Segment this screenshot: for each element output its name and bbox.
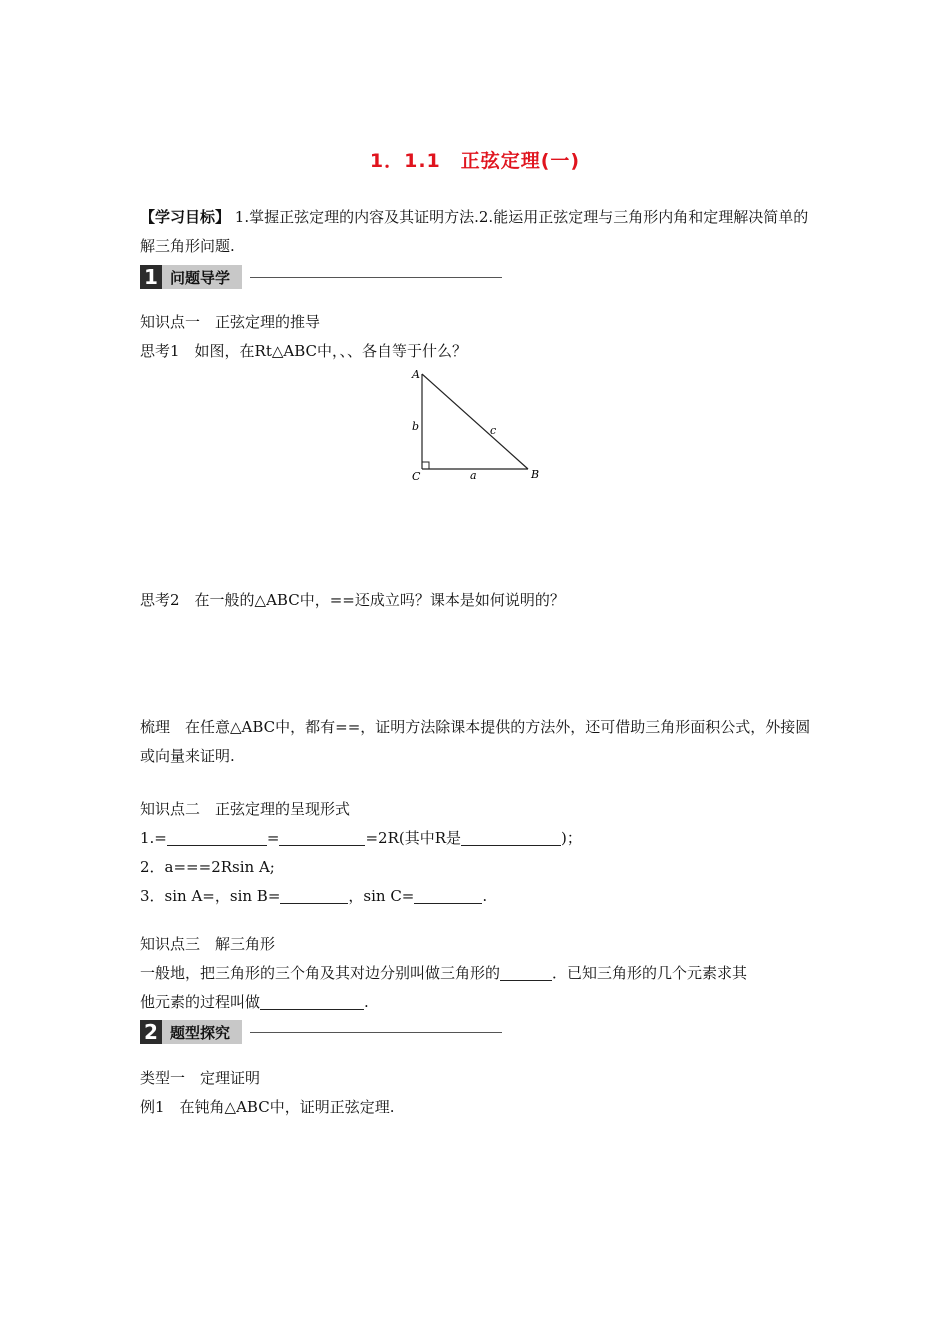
objectives-label: 【学习目标】: [140, 208, 231, 226]
form-1-eq: =: [266, 829, 280, 847]
section-number: 2: [140, 1020, 162, 1044]
form-1-end: )；: [561, 829, 582, 847]
knowledge-point-1-heading: 知识点一 正弦定理的推导: [140, 313, 321, 331]
blank-6[interactable]: [500, 964, 552, 981]
form-3-end: .: [482, 887, 488, 905]
form-3-start: 3．sin A=，sin B=: [140, 887, 281, 905]
solve-triangle-line-2: [140, 988, 812, 1017]
side-b-label: b: [412, 420, 420, 433]
knowledge-point-2-heading: 知识点二 正弦定理的呈现形式: [140, 800, 351, 818]
side-c-label: c: [490, 424, 497, 437]
form-1-r: =2R(其中R是: [365, 829, 462, 847]
blank-3[interactable]: [461, 829, 561, 846]
section-rule: [250, 1032, 502, 1033]
page-title: 1．1.1 正弦定理(一): [369, 150, 581, 172]
section-number: 1: [140, 265, 162, 289]
objectives-text: 1.掌握正弦定理的内容及其证明方法.2.能运用正弦定理与三角形内角和定理解决简单的解三角形问题.: [140, 208, 809, 255]
knowledge-point-3-heading: 知识点三 解三角形: [140, 935, 276, 953]
section-header-2: [140, 1020, 502, 1044]
solve-triangle-line-1: [140, 959, 812, 988]
blank-4[interactable]: [280, 887, 348, 904]
vertex-c-label: C: [412, 470, 421, 483]
blank-5[interactable]: [414, 887, 482, 904]
right-triangle-figure: [400, 362, 550, 487]
kp3-line1-start: 一般地，把三角形的三个角及其对边分别叫做三角形的: [140, 964, 501, 982]
section-rule: [250, 277, 502, 278]
sine-law-form-2: 2．a===2Rsin A;: [140, 858, 275, 876]
example-1: 例1 在钝角△ABC中，证明正弦定理.: [140, 1098, 395, 1116]
section-label: 题型探究: [162, 1020, 242, 1044]
blank-2[interactable]: [279, 829, 365, 846]
think-question-1: 思考1 如图，在Rt△ABC中，、、各自等于什么？: [140, 342, 468, 360]
learning-objectives: [140, 203, 815, 261]
side-a-label: a: [470, 469, 477, 482]
type-1-heading: 类型一 定理证明: [140, 1069, 261, 1087]
summary-paragraph: 梳理 在任意△ABC中，都有==，证明方法除课本提供的方法外，还可借助三角形面积公式，外接圆或向量来证明.: [140, 718, 811, 765]
think-question-2: 思考2 在一般的△ABC中，==还成立吗？课本是如何说明的？: [140, 591, 565, 609]
kp3-line2-start: 他元素的过程叫做: [140, 993, 261, 1011]
sine-law-form-3: [140, 882, 812, 911]
kp3-line2-end: .: [364, 993, 369, 1011]
form-3-mid: ，sin C=: [348, 887, 415, 905]
vertex-b-label: B: [531, 468, 540, 481]
form-1-start: 1.=: [140, 829, 167, 847]
blank-7[interactable]: [260, 993, 364, 1010]
blank-1[interactable]: [167, 829, 267, 846]
section-label: 问题导学: [162, 265, 242, 289]
section-header-1: [140, 265, 502, 289]
vertex-a-label: A: [412, 368, 420, 381]
sine-law-form-1: [140, 824, 812, 853]
kp3-line1-end: ．已知三角形的几个元素求其: [552, 964, 748, 982]
